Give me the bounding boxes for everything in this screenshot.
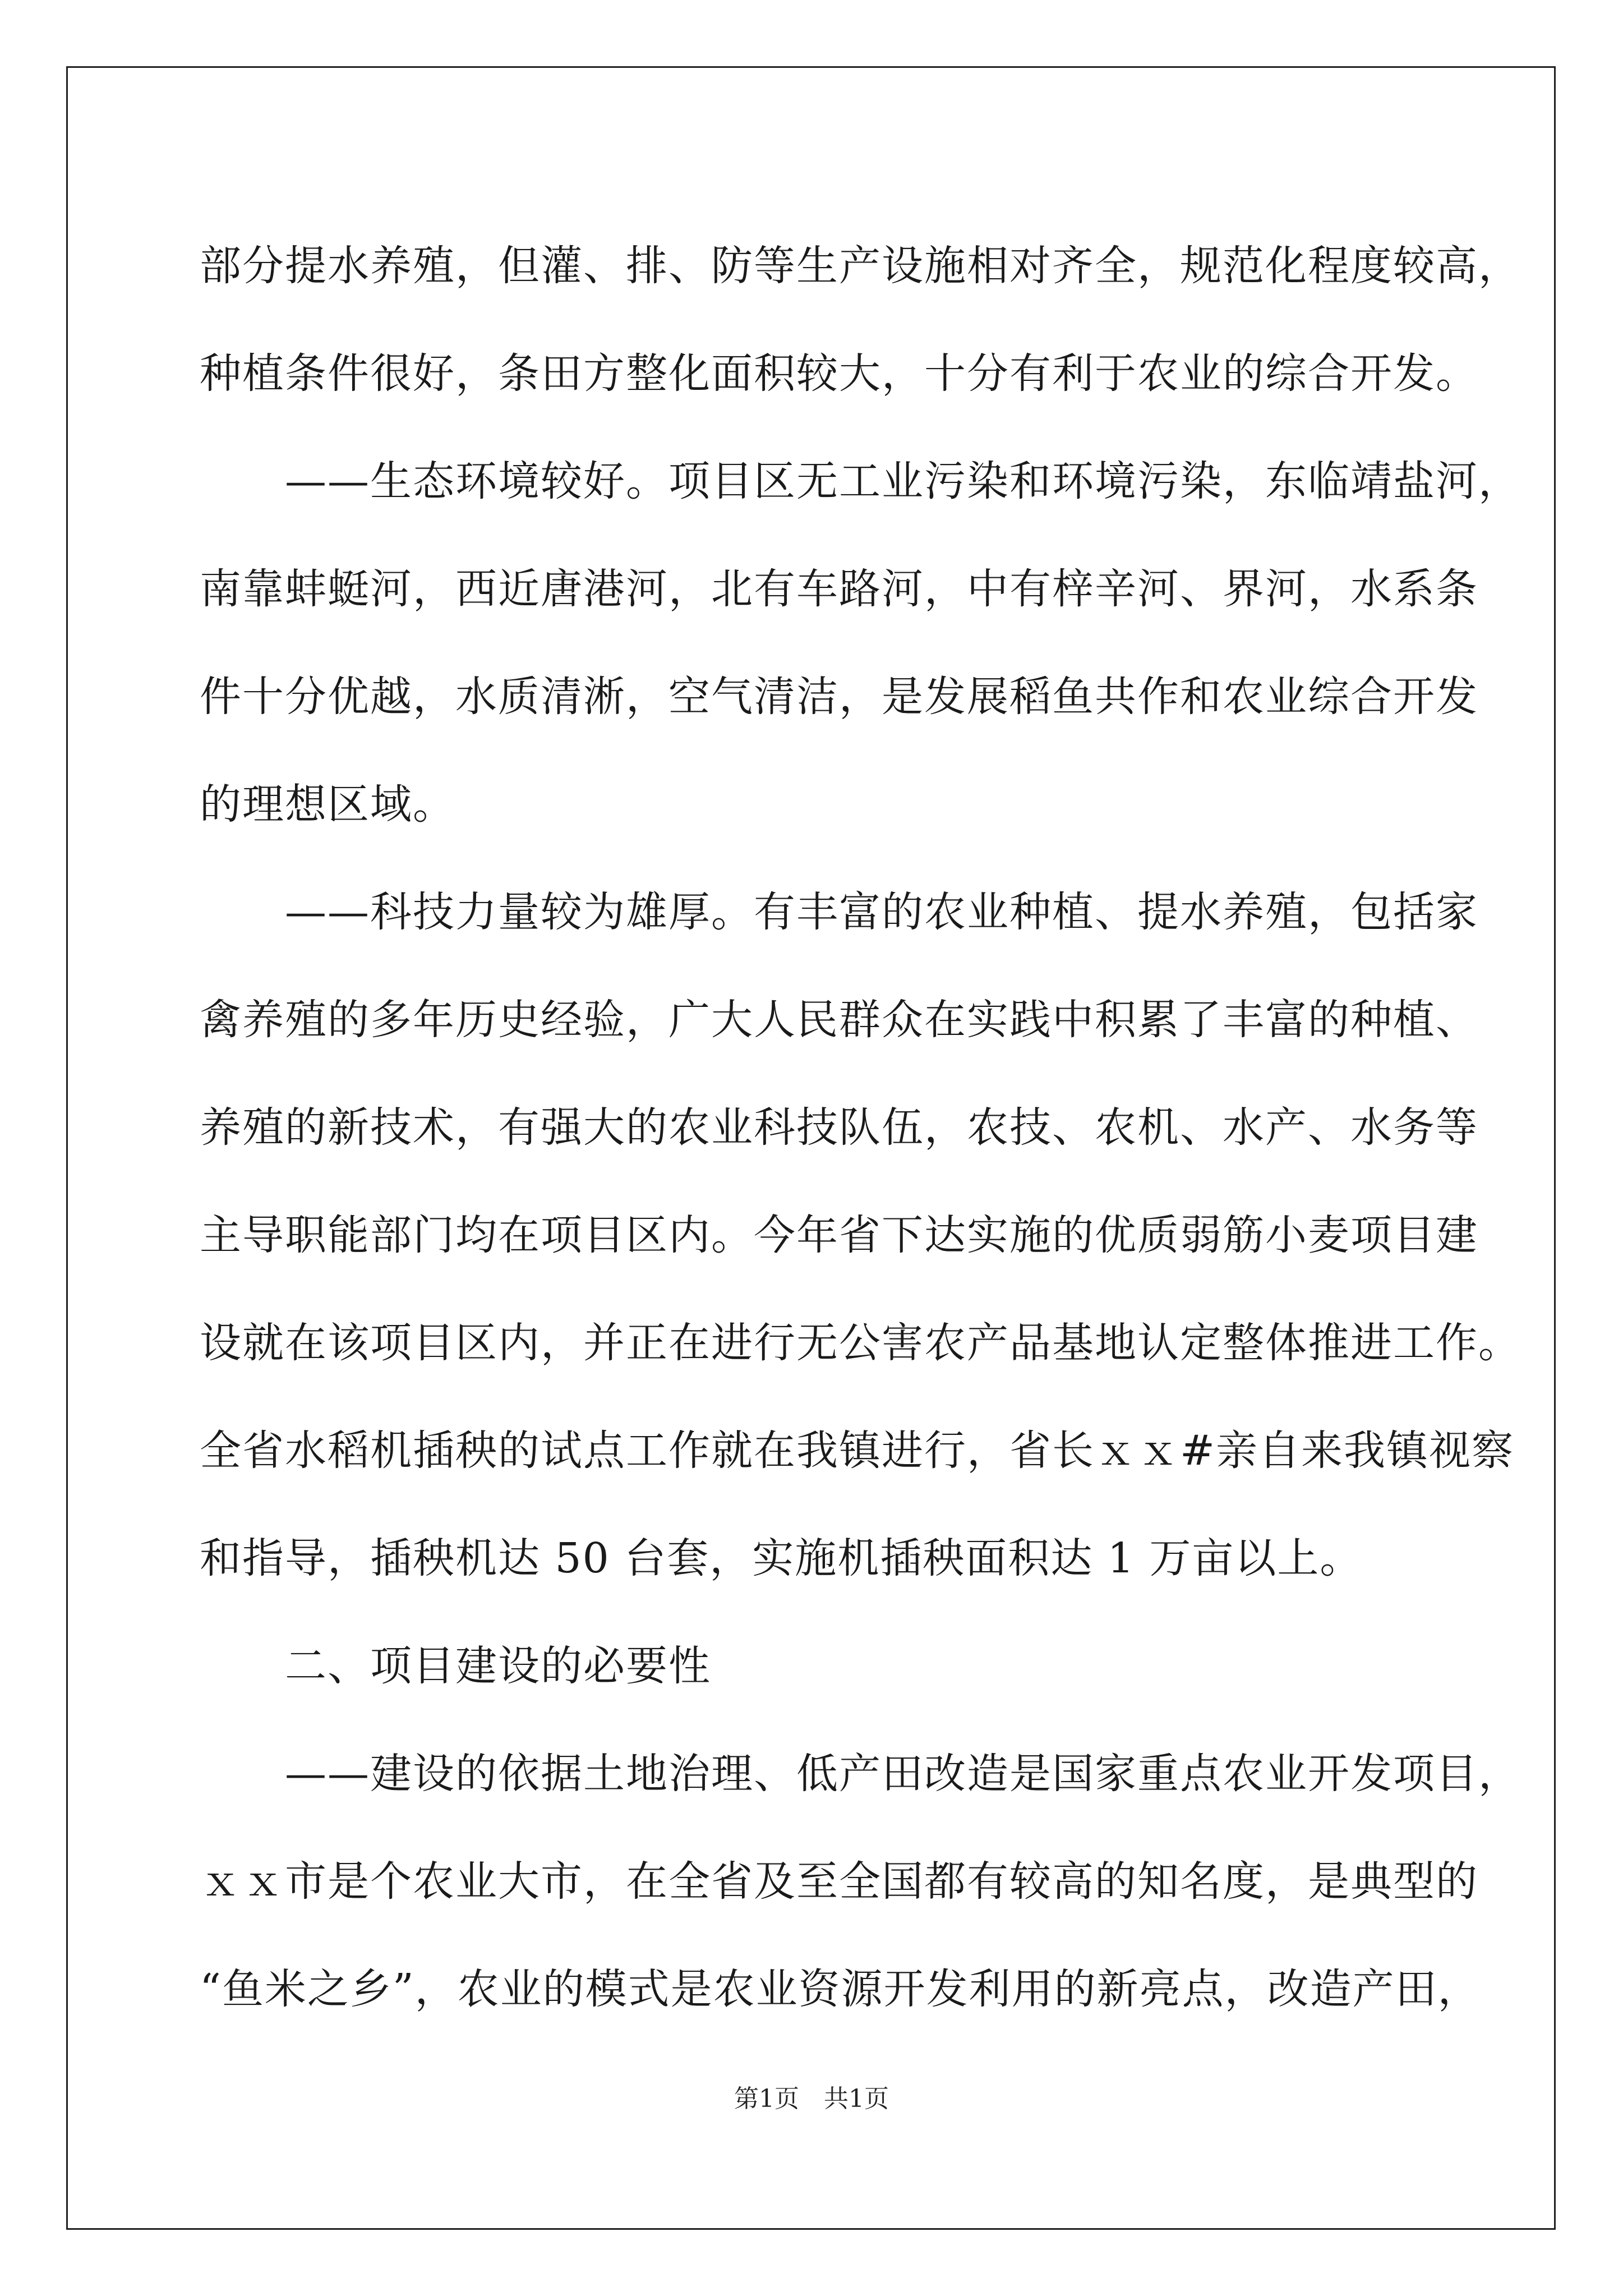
text-line: “鱼米之乡”，农业的模式是农业资源开发利用的新亮点，改造产田， [200,1965,1481,2013]
text-line: ——建设的依据土地治理、低产田改造是国家重点农业开发项目， [200,1750,1521,1798]
text-line: ｘｘ市是个农业大市，在全省及至全国都有较高的知名度，是典型的 [200,1857,1478,1906]
text-line: 设就在该项目区内，并正在进行无公害农产品基地认定整体推进工作。 [200,1319,1521,1367]
document-body [200,212,1521,2043]
text-line: ——生态环境较好。项目区无工业污染和环境污染，东临靖盐河， [200,457,1521,505]
text-line: 部分提水养殖，但灌、排、防等生产设施相对齐全，规范化程度较高， [200,242,1521,290]
text-line: 的理想区域。 [200,780,455,829]
text-line: 南靠蚌蜓河，西近唐港河，北有车路河，中有梓辛河、界河，水系条 [200,565,1478,613]
text-line: ——科技力量较为雄厚。有丰富的农业种植、提水养殖，包括家 [200,888,1478,936]
text-line: 种植条件很好，条田方整化面积较大，十分有利于农业的综合开发。 [200,349,1478,398]
text-line: 和指导，插秧机达 50 台套，实施机插秧面积达 1 万亩以上。 [200,1534,1363,1582]
text-line: 养殖的新技术，有强大的农业科技队伍，农技、农机、水产、水务等 [200,1103,1478,1152]
page-footer: 第1页 共1页 [734,2085,889,2113]
text-line: 禽养殖的多年历史经验，广大人民群众在实践中积累了丰富的种植、 [200,996,1478,1044]
text-line: 件十分优越，水质清淅，空气清洁，是发展稻鱼共作和农业综合开发 [200,673,1478,721]
text-line: 主导职能部门均在项目区内。今年省下达实施的优质弱筋小麦项目建 [200,1211,1478,1259]
text-line: 全省水稻机插秧的试点工作就在我镇进行，省长ｘｘ#亲自来我镇视察 [200,1427,1515,1475]
section-heading: 二、项目建设的必要性 [200,1642,711,1690]
